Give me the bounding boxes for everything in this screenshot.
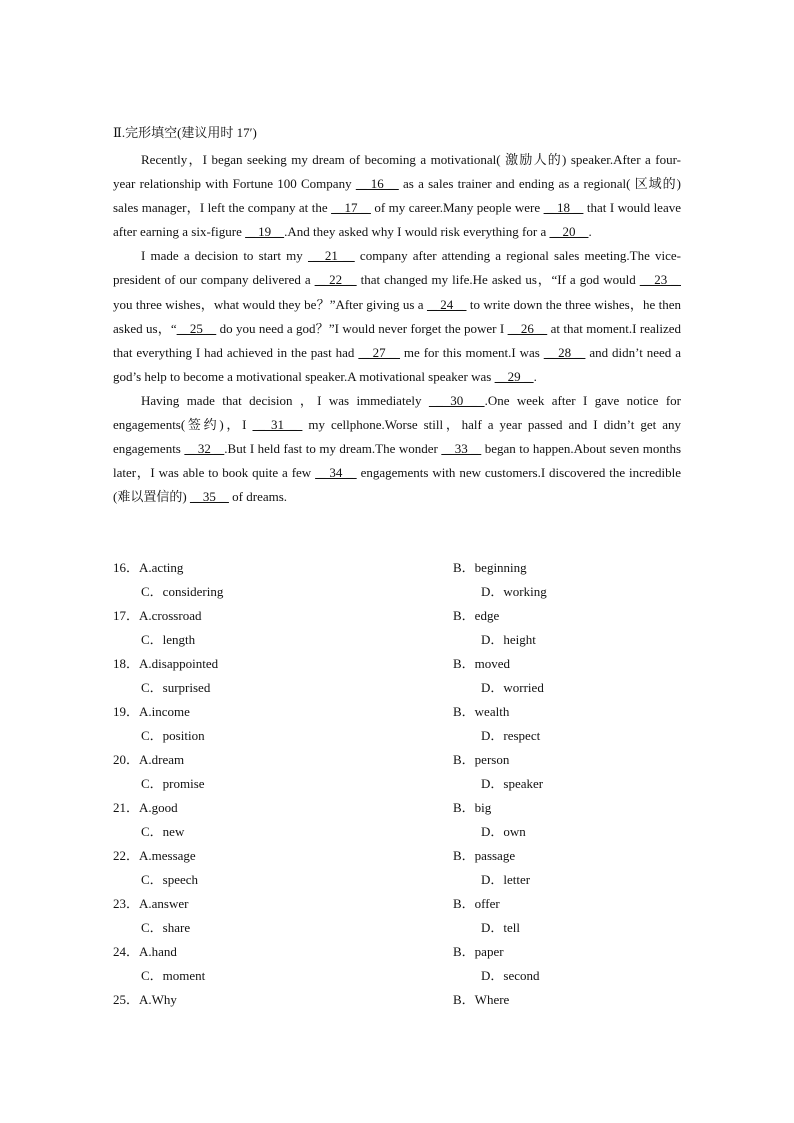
option-d: D．height bbox=[481, 632, 536, 647]
passage-text: me for this moment.I was bbox=[400, 344, 544, 360]
question-row bbox=[113, 724, 681, 748]
question-number: 18． bbox=[113, 656, 140, 671]
option-a bbox=[113, 700, 453, 724]
blank-number: _ 29 _ bbox=[494, 368, 534, 384]
passage-text: of dreams. bbox=[228, 489, 288, 505]
passage-text: . bbox=[588, 224, 592, 240]
question-row bbox=[113, 844, 681, 868]
option-a-text: A.answer bbox=[139, 896, 189, 911]
section-title: Ⅱ.完形填空(建议用时 17′) bbox=[113, 125, 257, 140]
passage-text: you three wishes，what would they be？”After giving us a bbox=[113, 296, 427, 312]
passage-text: to write down the three wishes，he then asked us，“ bbox=[113, 296, 682, 336]
option-b: B．passage bbox=[453, 848, 516, 863]
blank-number: _ 24 _ bbox=[426, 296, 467, 312]
passage-text: engagements with new customers.I discovered the incredible (难以置信的) bbox=[113, 465, 682, 505]
passage-text: Recently，I began seeking my dream of becoming a motivational( 激励人的) speaker.After a four-year relationship with Fortune 100 Company bbox=[113, 152, 681, 192]
option-a-text: A.hand bbox=[139, 944, 177, 959]
option-c: C．surprised bbox=[141, 680, 211, 695]
option-b: B．offer bbox=[453, 896, 500, 911]
question-row bbox=[113, 628, 681, 652]
question-row bbox=[113, 748, 681, 772]
option-a bbox=[113, 652, 453, 676]
option-b: B．paper bbox=[453, 944, 504, 959]
option-a-text: A.Why bbox=[139, 992, 177, 1007]
option-d: D．tell bbox=[481, 920, 520, 935]
blank-number: _ 18 _ bbox=[543, 200, 584, 216]
option-b: B．big bbox=[453, 800, 492, 815]
option-d: D．own bbox=[481, 824, 526, 839]
option-a bbox=[113, 844, 453, 868]
option-c: C．length bbox=[141, 632, 196, 647]
question-number: 16． bbox=[113, 560, 140, 575]
question-number: 23． bbox=[113, 896, 140, 911]
blank-number: _ 28 _ bbox=[543, 344, 586, 360]
question-row bbox=[113, 700, 681, 724]
passage-text: . bbox=[533, 368, 537, 384]
passage-text: that changed my life.He asked us，“If a god would bbox=[356, 272, 640, 288]
blank-number: _ 34 _ bbox=[315, 465, 357, 481]
question-row bbox=[113, 772, 681, 796]
passage-text: company after attending a regional sales meeting.The vice-president of our company delivered a bbox=[113, 248, 682, 288]
question-number: 24． bbox=[113, 944, 140, 959]
question-number: 17． bbox=[113, 608, 140, 623]
blank-number: _ 22 _ bbox=[314, 272, 357, 288]
question-number: 19． bbox=[113, 704, 140, 719]
blank-number: _ 17 _ bbox=[331, 200, 371, 216]
passage-text: of my career.Many people were bbox=[370, 200, 544, 216]
option-b: B．person bbox=[453, 752, 510, 767]
option-b: B．wealth bbox=[453, 704, 510, 719]
question-row bbox=[113, 916, 681, 940]
passage-paragraph bbox=[113, 389, 681, 509]
option-a bbox=[113, 796, 453, 820]
option-c: C．speech bbox=[141, 872, 199, 887]
question-row bbox=[113, 940, 681, 964]
question-row bbox=[113, 988, 681, 1012]
question-row bbox=[113, 820, 681, 844]
passage-text: .And they asked why I would risk everything for a bbox=[284, 224, 550, 240]
passage-text: do you need a god？”I would never forget the power I bbox=[216, 320, 508, 336]
option-b: B．moved bbox=[453, 656, 511, 671]
option-c: C．promise bbox=[141, 776, 205, 791]
option-a bbox=[113, 556, 453, 580]
option-d: D．respect bbox=[481, 728, 541, 743]
question-row bbox=[113, 652, 681, 676]
passage-paragraph bbox=[113, 244, 681, 389]
option-a-text: A.dream bbox=[139, 752, 185, 767]
blank-number: _ 31 _ bbox=[252, 417, 303, 433]
passage-text: my cellphone.Worse still，half a year passed and I didn’t get any engagements bbox=[113, 417, 681, 457]
option-d: D．working bbox=[481, 584, 547, 599]
question-row bbox=[113, 556, 681, 580]
option-c: C．considering bbox=[141, 584, 224, 599]
blank-number: _ 23 _ bbox=[639, 272, 681, 288]
option-b: B．beginning bbox=[453, 560, 527, 575]
blank-number: _ 30 _ bbox=[428, 392, 485, 408]
option-b: B．Where bbox=[453, 992, 510, 1007]
question-row bbox=[113, 676, 681, 700]
question-row bbox=[113, 604, 681, 628]
question-number: 21． bbox=[113, 800, 140, 815]
passage-text: began to happen.About seven months later，I was able to book quite a few bbox=[113, 441, 682, 481]
option-a-text: A.crossroad bbox=[139, 608, 202, 623]
passage-text: I made a decision to start my bbox=[141, 248, 308, 264]
option-a bbox=[113, 988, 453, 1012]
passage-text: at that moment.I realized that everything I had achieved in the past had bbox=[113, 320, 682, 360]
option-a-text: A.message bbox=[139, 848, 196, 863]
question-number: 20． bbox=[113, 752, 140, 767]
passage-text: Having made that decision ，I was immediately bbox=[141, 392, 429, 408]
blank-number: _ 16 _ bbox=[355, 176, 399, 192]
passage-text: and didn’t need a god’s help to become a motivational speaker.A motivational speaker was bbox=[113, 344, 681, 384]
passage-paragraph bbox=[113, 148, 681, 244]
option-a-text: A.disappointed bbox=[139, 656, 219, 671]
passage-text: that I would leave after earning a six-figure bbox=[113, 200, 681, 240]
option-d: D．letter bbox=[481, 872, 531, 887]
option-c: C．moment bbox=[141, 968, 206, 983]
question-row bbox=[113, 796, 681, 820]
option-a bbox=[113, 940, 453, 964]
passage-text: .But I held fast to my dream.The wonder bbox=[224, 441, 442, 457]
option-c: C．new bbox=[141, 824, 185, 839]
question-row bbox=[113, 868, 681, 892]
option-a-text: A.good bbox=[139, 800, 178, 815]
blank-number: _ 32 _ bbox=[184, 441, 225, 457]
option-a bbox=[113, 748, 453, 772]
question-options bbox=[113, 556, 681, 1012]
cloze-passage bbox=[113, 148, 681, 509]
blank-number: _ 27 _ bbox=[358, 344, 401, 360]
blank-number: _ 19 _ bbox=[245, 224, 285, 240]
blank-number: _ 21 _ bbox=[307, 248, 355, 264]
question-row bbox=[113, 580, 681, 604]
option-a bbox=[113, 892, 453, 916]
question-number: 22． bbox=[113, 848, 140, 863]
blank-number: _ 26 _ bbox=[507, 320, 548, 336]
option-c: C．position bbox=[141, 728, 205, 743]
blank-number: _ 35 _ bbox=[189, 489, 229, 505]
option-a-text: A.acting bbox=[139, 560, 184, 575]
option-d: D．second bbox=[481, 968, 540, 983]
blank-number: _ 25 _ bbox=[176, 320, 217, 336]
option-a bbox=[113, 604, 453, 628]
option-d: D．worried bbox=[481, 680, 544, 695]
question-number: 25． bbox=[113, 992, 140, 1007]
question-row bbox=[113, 964, 681, 988]
option-b: B．edge bbox=[453, 608, 500, 623]
blank-number: _ 20 _ bbox=[549, 224, 589, 240]
passage-text: .One week after I gave notice for engagements(签约)，I bbox=[113, 392, 682, 433]
option-d: D．speaker bbox=[481, 776, 544, 791]
passage-text: as a sales trainer and ending as a regional( 区域的) sales manager，I left the company at the bbox=[113, 176, 682, 216]
option-c: C．share bbox=[141, 920, 191, 935]
blank-number: _ 33 _ bbox=[441, 441, 482, 457]
option-a-text: A.income bbox=[139, 704, 190, 719]
question-row bbox=[113, 892, 681, 916]
